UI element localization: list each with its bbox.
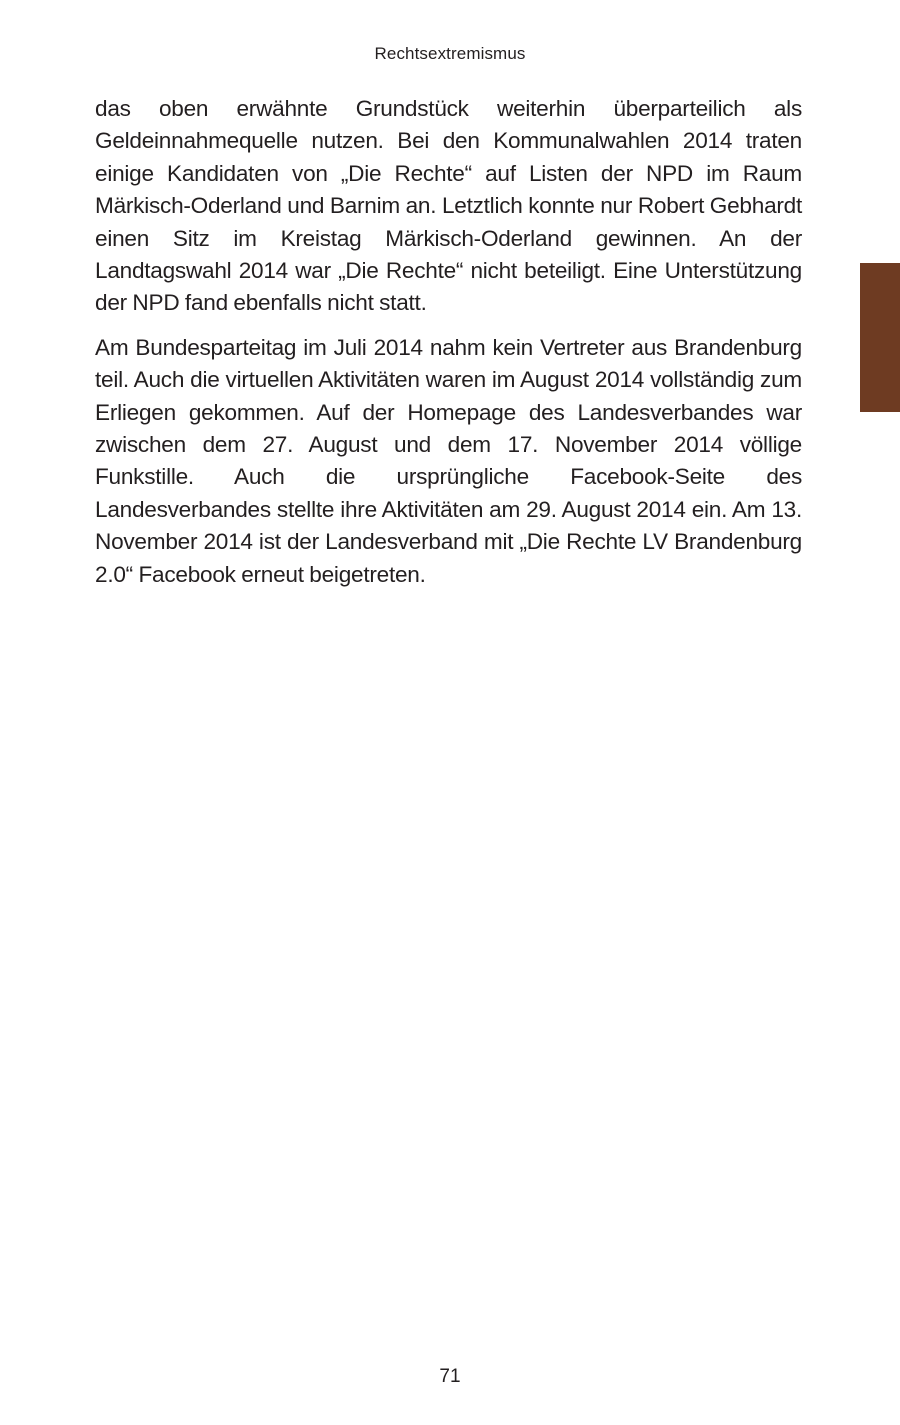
paragraph-2: Am Bundesparteitag im Juli 2014 nahm kein Vertreter aus Brandenburg teil. Auch die virtuellen Aktivitäten waren im August 2014 vollständig zum Erliegen gekommen. Auf der Homepage des Landesverbandes war zwischen dem 27. August und dem 17. November 2014 völlige Funkstille. Auch die ursprüngliche Facebook-Seite des Landesverbandes stellte ihre Aktivitäten am 29. August 2014 ein. Am 13. November 2014 ist der Landesverband mit „Die Rechte LV Brandenburg 2.0“ Facebook erneut beigetreten. [95, 334, 802, 587]
section-tab-marker [860, 263, 900, 412]
running-header: Rechtsextremismus [374, 44, 526, 63]
body-text [95, 93, 802, 591]
paragraph-1: das oben erwähnte Grundstück weiterhin überparteilich als Geldeinnahmequelle nutzen. Bei den Kommunalwahlen 2014 traten einige Kandidaten von „Die Rechte“ auf Listen der NPD im Raum Märkisch-Oderland und Barnim an. Letztlich konnte nur Robert Gebhardt einen Sitz im Kreistag Märkisch-Oderland gewinnen. An der Landtagswahl 2014 war „Die Rechte“ nicht beteiligt. Eine Unterstützung der NPD fand ebenfalls nicht statt. [95, 96, 802, 316]
page-number: 71 [439, 1366, 461, 1387]
